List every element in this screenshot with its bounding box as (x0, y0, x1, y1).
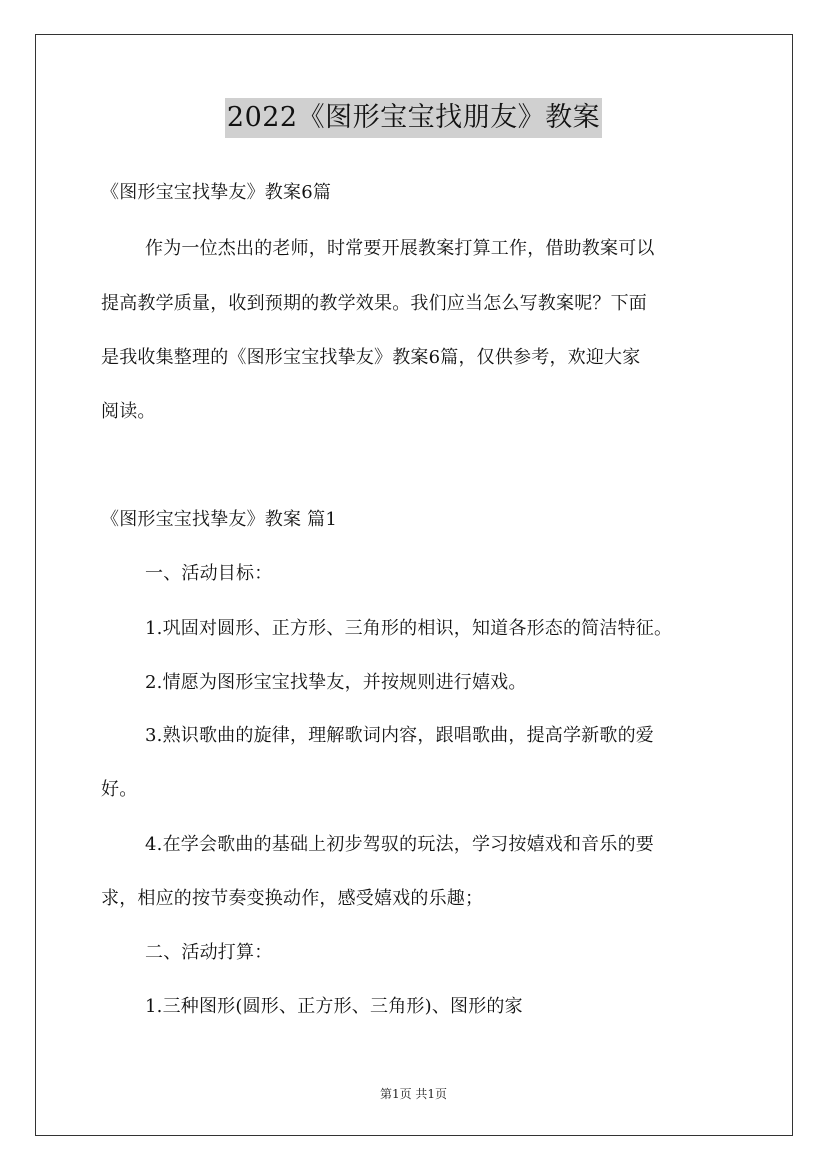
list-item: 4.在学会歌曲的基础上初步驾驭的玩法，学习按嬉戏和音乐的要 (145, 834, 654, 855)
list-item: 1.巩固对圆形、正方形、三角形的相识，知道各形态的简洁特征。 (145, 618, 673, 639)
subsection-heading: 二、活动打算： (145, 942, 273, 963)
list-item: 1.三种图形(圆形、正方形、三角形)、图形的家 (145, 996, 523, 1017)
list-item-continuation: 求，相应的按节奏变换动作，感受嬉戏的乐趣； (101, 888, 484, 909)
paragraph-line: 作为一位杰出的老师，时常要开展教案打算工作，借助教案可以 (145, 238, 655, 259)
subsection-heading: 一、活动目标： (145, 563, 273, 584)
paragraph-line: 阅读。 (101, 401, 156, 422)
paragraph-line: 是我收集整理的《图形宝宝找挚友》教案6篇，仅供参考，欢迎大家 (101, 347, 641, 368)
document-title: 2022《图形宝宝找朋友》教案 (225, 98, 602, 138)
page-footer: 第1页 共1页 (379, 1087, 448, 1101)
title-container (0, 98, 827, 138)
doc-heading: 《图形宝宝找挚友》教案6篇 (101, 182, 332, 203)
list-item-continuation: 好。 (101, 779, 138, 800)
list-item: 3.熟识歌曲的旋律，理解歌词内容，跟唱歌曲，提高学新歌的爱 (145, 725, 654, 746)
paragraph-line: 提高教学质量，收到预期的教学效果。我们应当怎么写教案呢？下面 (101, 293, 647, 314)
section-heading: 《图形宝宝找挚友》教案 篇1 (101, 509, 337, 530)
list-item: 2.情愿为图形宝宝找挚友，并按规则进行嬉戏。 (145, 672, 527, 693)
